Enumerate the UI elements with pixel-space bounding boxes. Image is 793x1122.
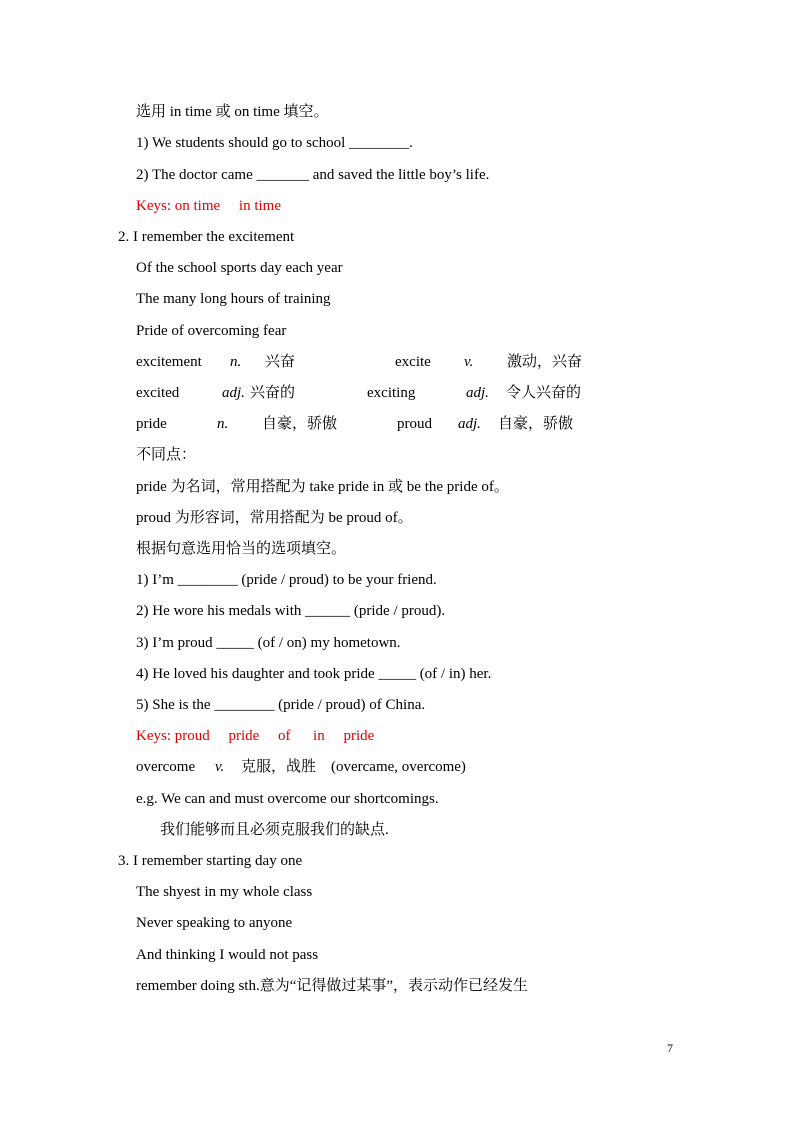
lyric-line: The shyest in my whole class: [136, 884, 313, 900]
difference-heading: 不同点：: [136, 447, 197, 463]
instruction-in-time-on-time: 选用 in time 或 on time 填空。: [136, 104, 329, 120]
vocab-pos: adj.: [466, 385, 489, 401]
vocab-word: proud: [397, 416, 432, 432]
vocab-word: excite: [395, 354, 431, 370]
exercise-1-question-2: 2) The doctor came _______ and saved the little boy’s life.: [136, 167, 490, 183]
page-number: 7: [667, 1041, 673, 1055]
section-3-heading: 3. I remember starting day one: [118, 853, 303, 869]
vocab-word: exciting: [367, 385, 416, 401]
vocab-meaning: 克服，战胜 (overcame, overcome): [241, 759, 466, 775]
instruction-fill-blanks: 根据句意选用恰当的选项填空。: [136, 541, 347, 557]
difference-note-proud: proud 为形容词，常用搭配为 be proud of。: [136, 510, 413, 526]
vocab-meaning: 自豪，骄傲: [262, 416, 338, 432]
difference-note-pride: pride 为名词，常用搭配为 take pride in 或 be the pride of。: [136, 479, 509, 495]
lyric-line: The many long hours of training: [136, 291, 331, 307]
vocab-pos: adj.: [222, 385, 245, 401]
vocab-meaning: 激动，兴奋: [507, 354, 583, 370]
exercise-2-question-1: 1) I’m ________ (pride / proud) to be your friend.: [136, 572, 437, 588]
exercise-1-question-1: 1) We students should go to school ________.: [136, 135, 413, 151]
vocab-meaning: 兴奋: [265, 354, 296, 370]
lyric-line: Pride of overcoming fear: [136, 323, 287, 339]
vocab-word: excitement: [136, 354, 202, 370]
section-2-heading: 2. I remember the excitement: [118, 229, 295, 245]
vocab-meaning: 兴奋的: [250, 385, 296, 401]
lyric-line: Of the school sports day each year: [136, 260, 343, 276]
vocab-word: excited: [136, 385, 180, 401]
example-sentence: e.g. We can and must overcome our shortcomings.: [136, 791, 439, 807]
vocab-pos: adj.: [458, 416, 481, 432]
exercise-2-question-4: 4) He loved his daughter and took pride _____ (of / in) her.: [136, 666, 492, 682]
exercise-2-keys: Keys: proud pride of in pride: [136, 728, 375, 744]
grammar-note: remember doing sth.意为“记得做过某事”，表示动作已经发生: [136, 978, 529, 994]
lyric-line: And thinking I would not pass: [136, 947, 319, 963]
vocab-pos: v.: [215, 759, 225, 775]
vocab-word: overcome: [136, 759, 196, 775]
vocab-pos: n.: [217, 416, 229, 432]
lyric-line: Never speaking to anyone: [136, 915, 293, 931]
vocab-word: pride: [136, 416, 167, 432]
vocab-pos: n.: [230, 354, 242, 370]
exercise-1-keys: Keys: on time in time: [136, 198, 281, 214]
exercise-2-question-5: 5) She is the ________ (pride / proud) of China.: [136, 697, 426, 713]
vocab-meaning: 自豪，骄傲: [498, 416, 574, 432]
exercise-2-question-2: 2) He wore his medals with ______ (pride / proud).: [136, 603, 446, 619]
exercise-2-question-3: 3) I’m proud _____ (of / on) my hometown.: [136, 635, 401, 651]
vocab-meaning: 令人兴奋的: [506, 385, 582, 401]
example-translation: 我们能够而且必须克服我们的缺点.: [160, 822, 389, 838]
vocab-pos: v.: [464, 354, 474, 370]
